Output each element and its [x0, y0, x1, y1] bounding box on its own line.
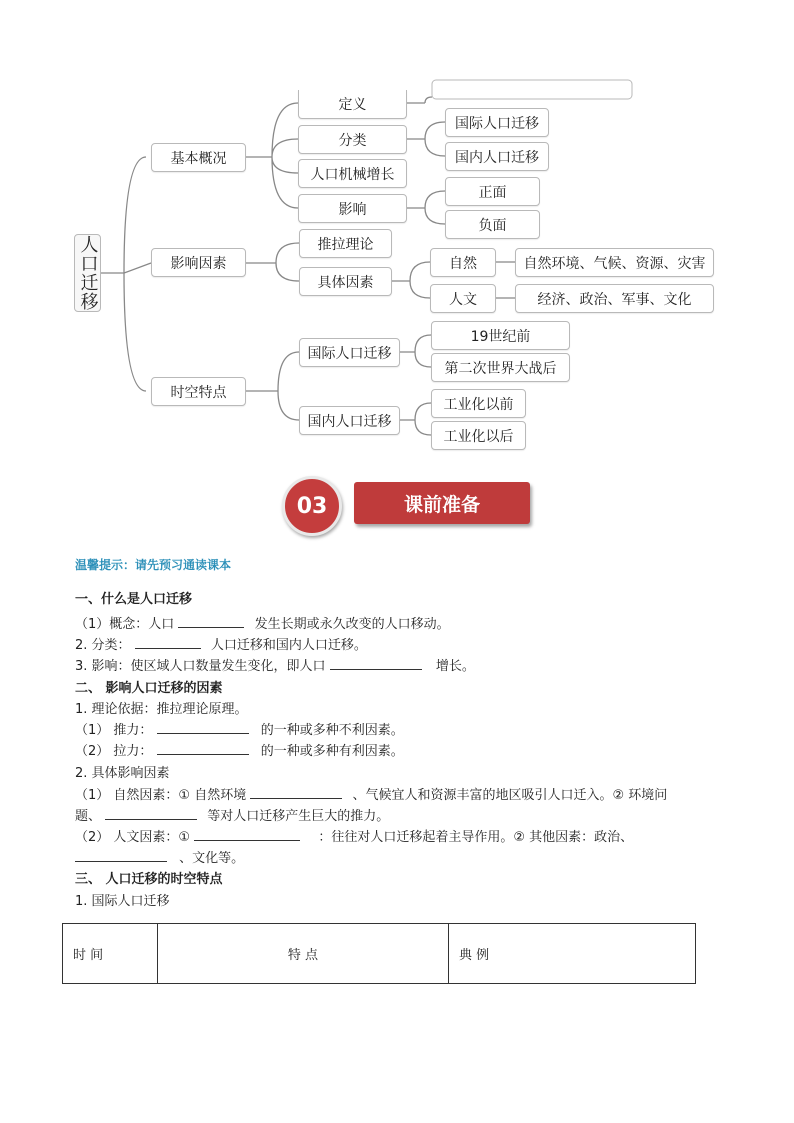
node-human-detail: 经济、政治、军事、文化 — [515, 284, 714, 313]
section-title-ribbon: 课前准备 — [354, 482, 530, 524]
table-header-time: 时 间 — [63, 924, 158, 984]
node-pre-industrial: 工业化以前 — [431, 389, 526, 418]
mindmap-root: 人口迁移 — [74, 234, 101, 312]
node-after-ww2: 第二次世界大战后 — [431, 353, 570, 382]
fill-blank[interactable] — [178, 615, 244, 628]
s2-line-7-a: （2） 人文因素：① — [75, 830, 191, 845]
s2-line-6-a: 题、 — [75, 809, 102, 824]
section-3-title: 三、 人口迁移的时空特点 — [75, 872, 223, 887]
s2-line-7 — [75, 826, 633, 845]
node-spatiotemporal: 时空特点 — [151, 377, 246, 406]
s2-line-3-b: 的一种或多种有利因素。 — [260, 744, 404, 759]
s2-line-2-a: （1） 推力： — [75, 723, 153, 738]
s2-line-7-b: ：往往对人口迁移起着主导作用。② 其他因素：政治、 — [318, 830, 634, 845]
fill-blank[interactable] — [75, 849, 167, 862]
intl-migration-table — [62, 923, 696, 984]
s2-line-8-b: 、文化等。 — [179, 851, 245, 866]
node-domestic-migration-2: 国内人口迁移 — [299, 406, 400, 435]
s1-line-3-a: 3. 影响：使区域人口数量发生变化，即人口 — [75, 659, 326, 674]
s2-line-2-b: 的一种或多种不利因素。 — [260, 723, 404, 738]
s1-line-1-a: （1）概念：人口 — [75, 617, 175, 632]
mindmap-connectors — [0, 0, 794, 460]
section-number-badge: 03 — [282, 476, 342, 536]
fill-blank[interactable] — [330, 657, 422, 670]
s2-line-1: 1. 理论依据：推拉理论原理。 — [75, 702, 248, 717]
table-header-example: 典 例 — [449, 924, 696, 984]
s2-line-8 — [75, 847, 244, 866]
s2-line-5 — [75, 784, 667, 803]
node-classification: 分类 — [298, 125, 407, 154]
s1-line-3 — [75, 655, 475, 674]
s1-line-1 — [75, 613, 450, 632]
table-header-feature: 特 点 — [158, 924, 449, 984]
s1-line-1-b: 发生长期或永久改变的人口移动。 — [254, 617, 450, 632]
s2-line-5-b: 、气候宜人和资源丰富的地区吸引人口迁入。② 环境问 — [352, 788, 668, 803]
node-basic-overview: 基本概况 — [151, 143, 246, 172]
node-mechanical-growth: 人口机械增长 — [298, 159, 407, 188]
node-definition: 定义 — [298, 90, 407, 119]
node-push-pull: 推拉理论 — [299, 229, 392, 258]
table-row — [63, 924, 696, 984]
node-intl-migration-2: 国际人口迁移 — [299, 338, 400, 367]
s2-line-3-a: （2） 拉力： — [75, 744, 153, 759]
fill-blank[interactable] — [157, 742, 249, 755]
section-1-title: 一、什么是人口迁移 — [75, 592, 193, 607]
s3-line-1: 1. 国际人口迁移 — [75, 894, 170, 909]
fill-blank[interactable] — [157, 721, 249, 734]
node-post-industrial: 工业化以后 — [431, 421, 526, 450]
node-positive: 正面 — [445, 177, 540, 206]
fill-blank[interactable] — [105, 807, 197, 820]
s1-line-2-a: 2. 分类： — [75, 638, 131, 653]
section-2-title: 二、 影响人口迁移的因素 — [75, 681, 223, 696]
node-impact: 影响 — [298, 194, 407, 223]
s2-line-4: 2. 具体影响因素 — [75, 766, 170, 781]
s1-line-3-b: 增长。 — [435, 659, 475, 674]
node-before-19c: 19世纪前 — [431, 321, 570, 350]
fill-blank[interactable] — [250, 786, 342, 799]
node-natural-detail: 自然环境、气候、资源、灾害 — [515, 248, 714, 277]
s2-line-3 — [75, 740, 404, 759]
s2-line-6 — [75, 805, 389, 824]
node-specific-factors: 具体因素 — [299, 267, 392, 296]
s2-line-2 — [75, 719, 404, 738]
s1-line-2-b: 人口迁移和国内人口迁移。 — [210, 638, 367, 653]
node-intl-migration: 国际人口迁移 — [445, 108, 549, 137]
fill-blank[interactable] — [135, 636, 201, 649]
node-negative: 负面 — [445, 210, 540, 239]
node-human: 人文 — [430, 284, 496, 313]
node-influence-factors: 影响因素 — [151, 248, 246, 277]
fill-blank[interactable] — [194, 828, 300, 841]
node-domestic-migration: 国内人口迁移 — [445, 142, 549, 171]
s1-line-2 — [75, 634, 367, 653]
reading-tip: 温馨提示：请先预习通读课本 — [75, 558, 232, 572]
s2-line-6-b: 等对人口迁移产生巨大的推力。 — [207, 809, 390, 824]
s2-line-5-a: （1） 自然因素：① 自然环境 — [75, 788, 247, 803]
node-natural: 自然 — [430, 248, 496, 277]
